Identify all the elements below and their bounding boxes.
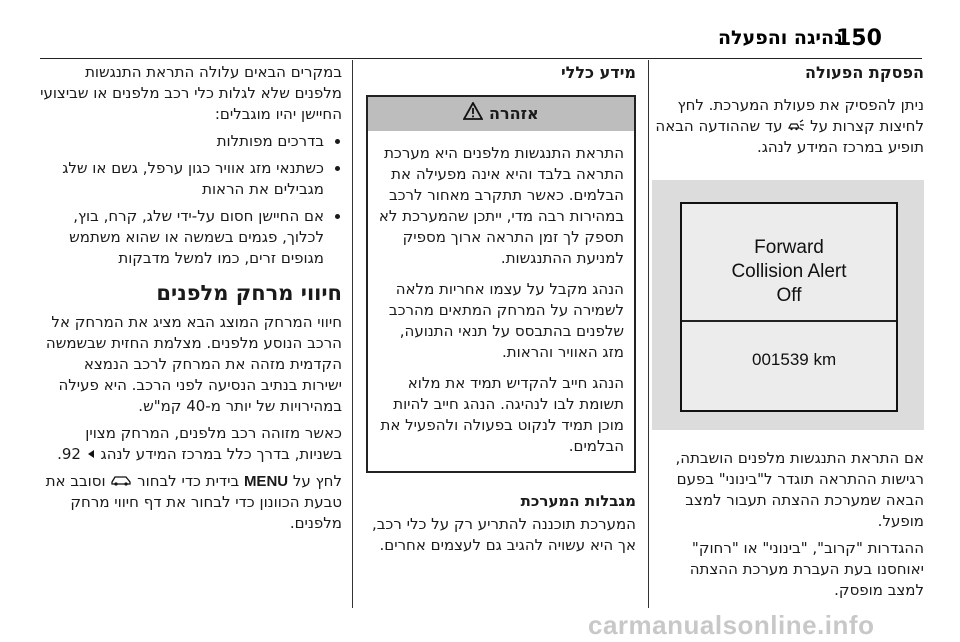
instrument-display-illustration [652,180,924,430]
car-icon [110,471,132,492]
column-divider [648,60,649,608]
display-line: Off [776,285,802,306]
column-divider [352,60,353,608]
list-item: • כשתנאי מזג אוויר כגון ערפל, גשם או שלג מגבילים את הראות [40,158,324,200]
warning-title: אזהרה [488,104,539,123]
odometer-reading: 001539 km [752,350,837,369]
warning-paragraph: התראת התנגשות מלפנים היא מערכת התראה בלבד והיא אינה מפעילה את הבלמים. כאשר תתקרב מאחור לרכב במהירות רבה מדי, ייתכן שהמערכת לא תספק לך זמן התראה ארוך מספיק למניעת ההתנגשות. [378,144,624,267]
section-heading: מידע כללי [560,63,636,82]
page-number: 150 [836,26,882,51]
page-reference-icon [86,444,96,465]
driver-info-screen [680,202,898,412]
body-paragraph: כאשר מזוהה רכב מלפנים, המרחק מצוין בשניות, בדרך כלל במרכז המידע לנהג 92. [57,424,342,463]
section-heading: חיווי מרחק מלפנים [156,281,342,305]
body-text: וסובב את טבעת הכוונון כדי לבחור את דף חיווי מרחק מלפנים. [45,472,342,532]
conditions-list [40,131,342,269]
body-text: בידית כדי לבחור [137,472,240,490]
intro-text-continued: עד שההודעה הבאה תופיע במרכז המידע לנהג. [655,117,924,156]
intro-text: ניתן להפסיק את פעולת המערכת. לחץ לחיצות קצרות על [677,96,924,135]
warning-paragraph: הנהג חייב להקדיש תמיד את מלוא תשומת לבו לנהיגה. הנהג חייב להיות מוכן תמיד לנקוט בפעולה ולהפעיל את הבלמים. [380,374,624,455]
page-header [0,0,960,60]
list-item: • אם החיישן חסום על-ידי שלג, קרח, בוץ, לכלוך, פגמים בשמשה או שהוא משתמש מגופים זרים, כמו למשל מדבקות [40,206,324,269]
right-column [652,62,924,607]
forward-collision-icon [787,116,805,137]
menu-key-label: MENU [243,473,289,490]
body-paragraph [40,471,342,534]
body-paragraph: אם התראת התנגשות מלפנים הושבתה, רגישות ההתראה תוגדר ל"בינוני" בפעם הבאה שמערכת ההצתה תעבור למצב מופעל. [675,449,924,530]
section-heading: הפסקת הפעולה [804,63,924,82]
warning-triangle-icon [463,98,483,132]
warning-box [366,95,636,473]
page-reference[interactable]: 92 [61,445,81,463]
warning-paragraph: הנהג מקבל על עצמו אחריות מלאה לשמירה על המרחק המתאים מהרכב שלפנים בהתבסס על תנאי התנועה, מזג האוויר והראות. [388,280,624,361]
subsection-heading: מגבלות המערכת [520,492,636,510]
body-text: לחץ על [292,472,342,490]
body-paragraph: חיווי המרחק המוצג הבא מציג את המרחק אל הרכב הנוסע מלפנים. מצלמת החזית שבשמשה הקדמית מזהה את המרחק לרכב הנמצא ישירות בנתיב הנסיעה לפני הרכב. היא פעילה במהירויות של יותר מ-40 קמ"ש. [45,313,342,415]
left-column [40,62,342,540]
header-divider [40,58,922,59]
intro-paragraph [652,95,924,158]
body-paragraph: במקרים הבאים עלולה התראת התנגשות מלפנים שלא לגלות כלי רכב מלפנים או שביצועי החיישן יהיו מוגבלים: [40,63,342,123]
chapter-title: נהיגה והפעלה [718,27,843,49]
display-line: Forward [754,237,824,258]
body-paragraph: המערכת תוכננה להתריע רק על כלי רכב, אך היא עשויה להגיב גם לעצמים אחרים. [371,515,636,554]
middle-column [366,62,636,562]
watermark-text: carmanualsonline.info [588,610,875,640]
body-paragraph: ההגדרות "קרוב", "בינוני" או "רחוק" יאוחסנו בעת העברת מערכת ההצתה למצב מופסק. [689,539,924,599]
display-line: Collision Alert [731,261,847,282]
list-item: • בדרכים מפותלות [40,131,324,152]
body-text: כאשר מזוהה רכב מלפנים, המרחק מצוין בשניות, בדרך כלל במרכז המידע לנהג [85,424,342,463]
display-separator [682,320,896,322]
warning-header [368,97,634,131]
